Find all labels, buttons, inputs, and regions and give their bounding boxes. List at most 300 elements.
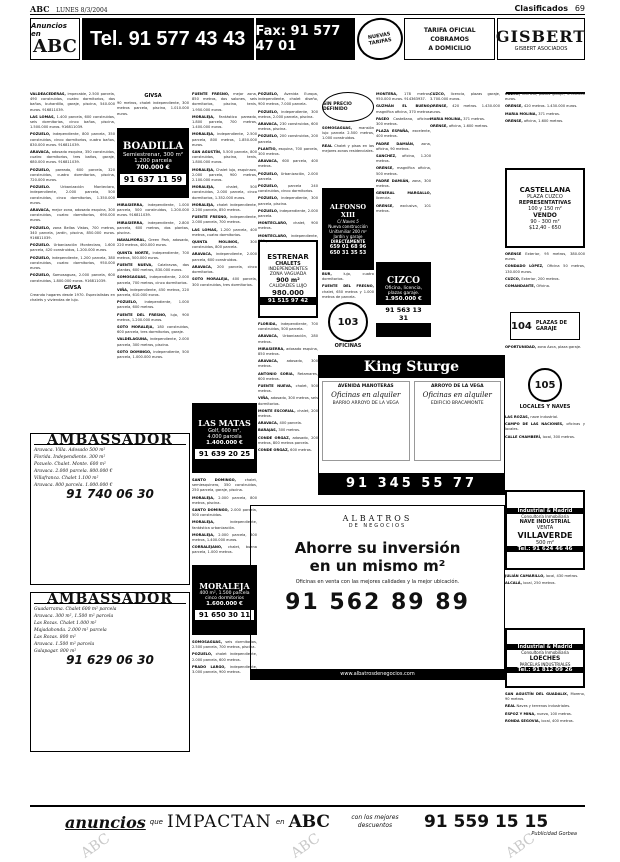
ad-line4: PARCELAS INDUSTRIALES bbox=[519, 661, 571, 667]
ad-ambassador-1 bbox=[30, 433, 190, 585]
ad-phone: 91 563 13 31 bbox=[376, 305, 431, 323]
listing-text: independiente, 1.000 parcela, 600 metros. bbox=[117, 300, 190, 310]
listing-lead: MARIA MOLINA, bbox=[505, 111, 539, 116]
column-2b bbox=[117, 203, 189, 423]
listing-entry bbox=[30, 132, 115, 148]
listing-text: independiente, 700 construidos, 500 parcela. bbox=[258, 322, 318, 332]
listing-entry bbox=[376, 129, 431, 139]
listing-lead: CONDADO LÓPEZ, bbox=[505, 264, 548, 269]
listing-entry bbox=[376, 166, 431, 176]
ambassador-line: Guadarrama. Chalet 600 m² parcela bbox=[34, 607, 117, 612]
listing-lead: CUZCO, bbox=[505, 92, 523, 96]
ambassador-line: Aravaca. 300 m², 1.500 m² parcela bbox=[34, 614, 114, 619]
listing-entry bbox=[258, 409, 318, 419]
listing-lead: SOMOSAGUAS, bbox=[117, 275, 150, 280]
listing-entry bbox=[117, 350, 189, 360]
ks-left-headline: Oficinas en alquiler bbox=[331, 391, 401, 399]
column-5b bbox=[322, 272, 374, 300]
listing-text: independiente, 2.000 parcela. bbox=[258, 208, 319, 219]
listing-entry bbox=[505, 104, 585, 109]
listing-entry bbox=[376, 92, 431, 102]
listing-lead: PLAZA ESPAÑA, bbox=[376, 129, 413, 134]
listing-lead: REAL bbox=[322, 143, 335, 148]
column-5 bbox=[322, 126, 374, 186]
listing-entry bbox=[117, 263, 189, 273]
listing-entry bbox=[505, 345, 585, 350]
listing-lead: POZUELO, bbox=[258, 208, 280, 213]
listing-lead: MORALEJA, bbox=[192, 132, 218, 137]
listing-text: Green Park, adosado, 220 metros, 400.000 euros. bbox=[117, 238, 189, 248]
listing-entry bbox=[117, 313, 189, 323]
listing-text: 2.000 parcela, 500 construidos. bbox=[192, 508, 258, 518]
listing-entry bbox=[30, 226, 115, 242]
ad-price: 1.600.000 € bbox=[206, 600, 243, 607]
ad-phone: 91 650 30 11 bbox=[195, 610, 254, 620]
listing-entry bbox=[258, 384, 318, 394]
listing-text: 371 metros. bbox=[463, 116, 485, 121]
listing-entry bbox=[117, 325, 189, 335]
listing-text: Calatravas, dos plantas, 600 metros, 830.000 euros. bbox=[117, 263, 189, 273]
ad-villaverde bbox=[505, 490, 585, 570]
listing-text: licencia, plazas garaje, 3.700.000 euros. bbox=[430, 92, 500, 102]
listing-lead: POZUELO, bbox=[258, 196, 282, 201]
listing-text: 200 parcela, cinco dormitorios. bbox=[192, 264, 257, 275]
king-sturge-brand: King Sturge bbox=[319, 356, 504, 378]
listing-text: zona, 300 metros. bbox=[376, 178, 431, 189]
issue-date: LUNES 8/3/2004 bbox=[56, 6, 108, 14]
listing-text: independiente, 2.000 parcela, 300 metros, piscina. bbox=[117, 337, 189, 347]
listing-entry bbox=[430, 117, 500, 122]
listing-entry bbox=[505, 574, 585, 579]
listing-lead: VALDELAGUNA, bbox=[117, 337, 150, 342]
listing-entry bbox=[192, 277, 257, 287]
listing-text: magnífica oficina, 370 metros. bbox=[376, 109, 431, 114]
ad-line1: CASTELLANA bbox=[519, 185, 571, 194]
listing-text: mejor zona, 850 metros, dos salones, seis dormitorios, piscina, tenis, 1.950.000 euros. bbox=[192, 92, 257, 112]
listing-lead: PRADO LARGO, bbox=[192, 664, 230, 669]
ad-price: 980.000 bbox=[272, 289, 304, 297]
column-7 bbox=[430, 92, 500, 197]
ks-right-area: ARROYO DE LA VEGA bbox=[430, 384, 484, 389]
ad-line2: PLAZA CUZCO bbox=[527, 193, 563, 200]
listing-lead: POZUELO, bbox=[30, 255, 52, 260]
ad-albatros bbox=[250, 505, 505, 680]
ad-logo-main: ABC bbox=[33, 36, 77, 57]
listing-text: adosado esquina, 350 construidos, cuatro dormitorios, tres baños, garaje, 680.000 euros. 916811039. bbox=[30, 150, 115, 165]
ambassador-line: Florida. Independiente. 300 m² bbox=[34, 455, 106, 460]
listing-entry bbox=[117, 288, 189, 298]
listing-lead: MARIA MOLINA, bbox=[430, 116, 464, 121]
new-rates-stamp: NUEVAS TARIFAS bbox=[354, 14, 406, 63]
ad-line5: DIRECTAMENTE bbox=[330, 238, 366, 244]
column-8d bbox=[505, 574, 585, 624]
ad-line2: Consultoría Inmobiliaria bbox=[521, 649, 569, 655]
ambassador-line: Aravaca. 1.500 m² parcela bbox=[34, 642, 95, 647]
listing-lead: QUINTA NORTE, bbox=[117, 250, 153, 255]
listing-text: independiente, fantástica urbanización. bbox=[192, 520, 257, 530]
listing-text: local, 430 metros. bbox=[545, 574, 579, 578]
listing-lead: ARAVACA, bbox=[258, 334, 283, 339]
listing-lead: SOMOSAGUAS, bbox=[192, 640, 226, 644]
listing-text: zona Azca, plaza garaje. bbox=[537, 345, 582, 349]
listing-lead: FUENTE FRESNO, bbox=[192, 215, 230, 220]
listing-text: 180 construidos, 600 parcela, tres dormitorios, garaje. bbox=[117, 325, 189, 335]
listing-lead: QUINTA MOLINOS, bbox=[192, 240, 251, 245]
listing-entry bbox=[505, 435, 585, 440]
listing-lead: ORENSE, bbox=[505, 118, 524, 123]
listing-lead: SANTO DOMINGO, bbox=[192, 478, 245, 482]
listing-lead: MIRASIERRA, bbox=[258, 346, 287, 351]
ad-line2: Nueva construcción bbox=[328, 223, 368, 229]
ad-price: 1.400.000 € bbox=[206, 439, 243, 446]
listing-lead: CAMPO DE LAS NACIONES, bbox=[505, 422, 567, 427]
tarifa-line3: A DOMICILIO bbox=[428, 44, 472, 52]
listing-entry bbox=[192, 240, 257, 250]
listing-text: chalet, 200 metros. bbox=[258, 408, 318, 419]
listing-lead: CONDE ORGAZ, bbox=[258, 435, 293, 440]
king-sturge-phone: 91 345 55 77 bbox=[319, 473, 504, 494]
listing-entry bbox=[117, 275, 189, 285]
column-3c bbox=[192, 640, 257, 760]
albatros-sub: Oficinas en venta con las mejores calidades y la mejor ubicación. bbox=[295, 579, 460, 585]
listing-lead: RONDA SEGOVIA, bbox=[505, 718, 542, 723]
listing-lead: VALDEACEDERAS, bbox=[30, 92, 68, 96]
listing-lead: MONTECLARO, bbox=[258, 233, 291, 238]
listing-entry bbox=[505, 264, 585, 274]
listing-lead: POZUELO, bbox=[30, 225, 53, 230]
listing-entry bbox=[192, 185, 257, 201]
listing-text: oficina, 1.200 metros. bbox=[376, 154, 431, 164]
listing-text: independiente, 300 parcela. bbox=[258, 233, 318, 243]
listing-entry bbox=[192, 640, 257, 650]
bottom-abc: ABC bbox=[288, 812, 330, 832]
listing-entry bbox=[505, 415, 585, 420]
listing-entry bbox=[30, 208, 115, 224]
listing-entry bbox=[505, 422, 585, 432]
listing-lead: ORENSE, bbox=[430, 104, 453, 109]
ad-line3: NAVE INDUSTRIAL bbox=[519, 519, 571, 525]
sin-precio-banner: SIN PRECIO DEFINIDO bbox=[322, 92, 374, 122]
listing-text: Chalet lujo, esquinazo, 2.000 parcela, 900 metros, 2.100.000 euros. bbox=[192, 167, 258, 183]
ad-las-matas bbox=[192, 403, 257, 473]
listing-text: chalet, 650 metros y 1.000 metros de parcela. bbox=[322, 289, 374, 299]
listing-text: independiente, 1.200 parcela, 380 construidos, cuatro dormitorios, 950.000 euros. bbox=[30, 255, 116, 271]
listing-entry bbox=[258, 221, 318, 231]
listing-lead: POZUELO, bbox=[258, 171, 281, 176]
listing-lead: MORALEJA, bbox=[192, 532, 219, 537]
ks-left-area: AVENIDA MANOTERAS bbox=[337, 384, 394, 389]
listing-text: independiente, 2.000 parcela, 700 metros, cinco dormitorios. bbox=[117, 275, 190, 285]
listing-text: independiente, 800 parcela, 350 construidos, cinco dormitorios, cuatro baños, 830.000 euros. 916811039. bbox=[30, 132, 115, 147]
listing-lead: FLORIDA, bbox=[258, 322, 281, 326]
listing-entry bbox=[30, 256, 115, 272]
listing-entry bbox=[258, 134, 318, 144]
ad-line5: VILLAVERDE bbox=[517, 531, 573, 540]
ambassador-line: Villafranca. Chalet 1.100 m² bbox=[34, 476, 99, 481]
ad-phone-1: 659 01 68 96 bbox=[329, 243, 367, 250]
ambassador-line: Aravaca. 2.000 parcela. 800.000 € bbox=[34, 469, 113, 474]
ad-line2: plazas garaje. bbox=[387, 291, 420, 296]
listing-entry bbox=[192, 252, 257, 262]
listing-entry bbox=[30, 92, 115, 113]
listing-text: Urbanización Monteclaro, 1.600 parcela, 420 construidos, 1.200.000 euros. bbox=[30, 243, 116, 253]
ad-line1: Industrial & Madrid bbox=[507, 508, 583, 514]
ad-sub2: 4.000 parcela bbox=[207, 433, 242, 440]
ad-loeches bbox=[505, 628, 585, 688]
listing-lead: LAS LOMAS, bbox=[30, 114, 57, 119]
listing-text: 400 parcela, 300 construidos, tres dormitorios. bbox=[192, 277, 257, 287]
ad-phone: Tel.: 91 812 09 26 bbox=[507, 667, 583, 673]
listing-text: 400 parcela. bbox=[279, 421, 302, 426]
listing-entry bbox=[258, 92, 318, 108]
listing-entry bbox=[117, 300, 189, 310]
section-title-givsa: GIVSA bbox=[63, 284, 82, 291]
ad-line3: LOECHES bbox=[529, 654, 561, 662]
listing-text: chalet independiente, 2.200 parcela, 850 metros. bbox=[192, 202, 257, 213]
listing-text: chalet, 500 metros. bbox=[258, 384, 318, 394]
ambassador-line: Aravaca. Villa. Adosado 500 m² bbox=[34, 448, 106, 453]
bottom-sub: Publicidad Gorbea bbox=[531, 831, 577, 837]
ad-ambassador-2 bbox=[30, 592, 190, 752]
listing-lead: OPORTUNIDAD, bbox=[505, 345, 538, 349]
listing-entry bbox=[258, 334, 318, 344]
listing-text: chalet, semiesquinero, 350 construidos, 250 parcela, garaje, piscina. bbox=[192, 478, 257, 493]
listing-entry bbox=[376, 104, 431, 114]
listing-text: Avenida Europa, independiente, chalet diseño, 900 metros, 7.000 parcela. bbox=[258, 92, 318, 107]
ad-estrenar bbox=[258, 240, 318, 318]
listing-entry bbox=[192, 203, 257, 213]
listing-text: mansión lujo parcela 2.500 metros, 1.000 construidos. bbox=[322, 126, 374, 141]
listing-text: 420 metros. 1.430.000 euros. bbox=[430, 104, 500, 114]
listing-entry bbox=[192, 496, 257, 506]
gisbert-sub: GISBERT ASOCIADOS bbox=[514, 45, 568, 52]
listing-text: 1.200 parcela, 400 metros, cuatro dormitorios. bbox=[192, 227, 257, 237]
listing-entry bbox=[192, 533, 257, 543]
listing-entry bbox=[192, 665, 257, 675]
listing-lead: ORENSE, bbox=[430, 124, 449, 129]
column-3 bbox=[192, 92, 257, 402]
listing-text: Oficina 50 metros, 130.000 euros. bbox=[505, 264, 585, 274]
ambassador-line: Aravaca. 800 parcela. 1.000.000 € bbox=[34, 483, 113, 488]
listing-entry bbox=[192, 92, 257, 113]
listing-text: independiente, 300 parcela, piscina. bbox=[258, 196, 318, 206]
gisbert-logo bbox=[497, 18, 585, 60]
listing-entry bbox=[376, 204, 431, 214]
newspaper-name: ABC bbox=[30, 3, 50, 14]
listing-entry bbox=[258, 172, 318, 182]
listing-lead: SOTO MORALEJA, bbox=[192, 277, 233, 282]
listing-text: adosado, 200 metros, 800 metros parcela. bbox=[258, 435, 318, 445]
listing-lead: CUZCO, bbox=[430, 92, 451, 96]
page-number: 69 bbox=[574, 4, 585, 13]
listing-lead: MIRASIERRA, bbox=[117, 220, 148, 225]
listing-text: independiente, 700 metros, 500.000 euros. bbox=[117, 250, 189, 260]
listing-entry bbox=[376, 179, 431, 189]
header-left bbox=[30, 4, 108, 14]
listing-entry bbox=[258, 421, 318, 426]
ks-left-block bbox=[322, 381, 410, 461]
listing-text: Exterior, 200 metros. bbox=[521, 276, 560, 281]
listing-entry bbox=[505, 581, 585, 586]
listing-entry bbox=[258, 122, 318, 132]
listing-entry bbox=[258, 396, 318, 406]
listing-text: independiente, 2.000 parcela, 700 metros. bbox=[192, 215, 257, 225]
listing-text: pareado, 600 parcela, 320 construidos, cuatro dormitorios, piscina, 720.000 euros. bbox=[30, 167, 115, 183]
listing-entry bbox=[192, 215, 257, 225]
column-4 bbox=[258, 92, 319, 243]
listing-entry bbox=[192, 150, 257, 166]
ambassador-title: AMBASSADOR bbox=[34, 437, 186, 445]
column-8c bbox=[505, 415, 585, 485]
badge-number: 105 bbox=[534, 379, 556, 391]
page-header bbox=[30, 3, 585, 15]
ad-sub: 400 m², 1.500 parcela bbox=[199, 590, 250, 596]
ad-title: BOADILLA bbox=[122, 141, 184, 152]
listing-lead: MONTECLARO, bbox=[258, 221, 294, 226]
column-8e bbox=[505, 692, 585, 800]
ad-line2: CHALETS bbox=[275, 261, 301, 267]
header-banner bbox=[30, 18, 585, 60]
listing-text: nave industrial. bbox=[530, 415, 559, 419]
listing-lead: PADRE DAMIÁN, bbox=[376, 141, 422, 146]
section-title-givsa-2: GIVSA bbox=[144, 93, 162, 99]
watermark: ABC bbox=[78, 830, 114, 862]
listing-lead: ESPOZ Y MINA, bbox=[505, 711, 537, 716]
gisbert-name: GISBERT bbox=[495, 26, 587, 46]
albatros-brand-sub: DE NEGOCIOS bbox=[348, 523, 407, 529]
listing-lead: PASEO bbox=[376, 116, 394, 121]
listing-text: 5.500 parcela, 800 construidos, piscina, tenis, 1.800.000 euros. bbox=[192, 150, 257, 165]
fax-box: Fax: 91 577 47 01 bbox=[256, 18, 355, 60]
listing-lead: ALCALÁ, bbox=[505, 581, 524, 586]
ad-logo-top: Anuncios en bbox=[31, 22, 67, 38]
listing-text: 90 metros, chalet independiente, 300 metros parcela, piscina, 1.010.000 euros. bbox=[117, 101, 189, 116]
bottom-anuncios: anuncios bbox=[65, 812, 146, 832]
listing-entry bbox=[192, 115, 257, 131]
listing-lead: MORALEJA, bbox=[192, 185, 227, 190]
listing-lead: ARAVACA, bbox=[192, 264, 218, 269]
telephone-box: Tel. 91 577 43 43 bbox=[82, 18, 254, 60]
listing-lead: VIÑA, bbox=[258, 396, 271, 401]
column-1 bbox=[30, 92, 115, 422]
tarifa-box bbox=[404, 18, 495, 60]
listing-text: Urbanización, 2.000 parcela. bbox=[258, 171, 318, 181]
ad-sub: Golf, 600 m², bbox=[208, 427, 241, 434]
listing-text: Moreno, 90 metros. bbox=[505, 692, 585, 702]
listing-entry bbox=[30, 243, 115, 253]
listing-lead: POZUELO, bbox=[117, 300, 145, 305]
section-badge-103 bbox=[328, 302, 368, 342]
listing-entry bbox=[505, 704, 585, 709]
listing-lead: FUENTE NUEVA, bbox=[258, 384, 296, 389]
listing-lead: SOTO DOMINGO, bbox=[117, 349, 154, 354]
listing-lead: FUENTE DEL FRESNO, bbox=[117, 312, 171, 317]
listing-lead: POZUELO, bbox=[258, 109, 282, 114]
column-8-top bbox=[505, 92, 585, 164]
ambassador-title: AMBASSADOR bbox=[34, 596, 186, 604]
ambassador-phone: 91 740 06 30 bbox=[66, 487, 154, 501]
listing-text: independiente, 300 metros, 2.000 parcela, piscina. bbox=[258, 109, 318, 119]
listing-entry bbox=[192, 508, 257, 518]
bottom-impactan: IMPACTAN bbox=[166, 812, 272, 832]
listing-text: lujo, cuatro dormitorios. bbox=[322, 272, 374, 282]
ad-king-sturge bbox=[318, 355, 505, 495]
column-8 bbox=[505, 252, 585, 312]
header-right bbox=[514, 4, 585, 13]
watermark: ABC bbox=[503, 830, 539, 862]
listing-entry bbox=[505, 712, 585, 717]
listing-lead: JULIÁN CAMARILLO, bbox=[505, 574, 546, 578]
listing-lead: POZUELO. bbox=[30, 243, 54, 248]
listing-text: 371 metros. bbox=[538, 111, 560, 116]
listing-entry bbox=[258, 184, 318, 194]
listing-entry bbox=[322, 126, 374, 142]
listing-entry bbox=[258, 448, 318, 453]
listing-text: esquina, 700 parcela, 300 metros. bbox=[258, 146, 318, 157]
listing-text: zona, oficina, 90 metros. bbox=[376, 141, 431, 151]
ad-line1: Industrial & Madrid bbox=[507, 644, 583, 650]
listing-text: 1.400 parcela, 600 construidos, seis dormitorios, cinco baños, piscina, 1.500.000 euros. 916811039. bbox=[30, 114, 115, 130]
ks-right-sub: EDIFICIO BRACAMONTE bbox=[430, 401, 484, 406]
ad-line3: Unifamiliar 200 m² bbox=[329, 228, 367, 234]
listing-lead: MONTERA, bbox=[376, 92, 405, 96]
listing-text: 420 metros. 1.430.000 euros. bbox=[523, 104, 578, 109]
listing-text: Naves y terrenos industriales. bbox=[516, 704, 571, 709]
column-8b bbox=[505, 345, 585, 363]
listing-lead: FUENTE DEL FRESNO, bbox=[322, 284, 374, 289]
listing-entry bbox=[322, 284, 374, 300]
listing-text: zona Bellas Vistas, 700 metros, 340 parcela, jardín, piscina, 850.000 euros. 916811039. bbox=[30, 225, 116, 241]
listing-text: independiente, 450 metros, 220 parcela, 610.000 euros. bbox=[117, 287, 190, 298]
listing-entry bbox=[322, 144, 374, 154]
listing-entry bbox=[258, 359, 318, 369]
listing-lead: ANTONIO SORIA, bbox=[258, 371, 298, 376]
listing-entry bbox=[192, 478, 257, 494]
listing-lead: ARAVACA, bbox=[192, 252, 216, 257]
listing-entry bbox=[258, 159, 318, 169]
bottom-en: en bbox=[275, 818, 285, 826]
listing-entry bbox=[258, 428, 318, 433]
ad-phone: Tel.: 91 624 46 46 bbox=[507, 546, 583, 552]
listing-lead: CUZCO, bbox=[505, 276, 522, 281]
listing-text: independiente, 2.500 parcela, 800 metros, 1.850.000 euros. bbox=[192, 132, 257, 147]
ks-left-sub: BARRIO ARROYO DE LA VEGA bbox=[332, 401, 399, 406]
listing-entry bbox=[192, 545, 257, 555]
listing-entry bbox=[117, 337, 189, 347]
listing-entry bbox=[258, 209, 318, 219]
ad-title: ALFONSO XIII bbox=[329, 202, 367, 219]
ad-title: CIZCO bbox=[387, 276, 420, 286]
listing-lead: POZUELO, bbox=[258, 184, 289, 189]
abc-ad-logo bbox=[30, 18, 80, 60]
listing-entry bbox=[505, 112, 585, 117]
listing-text: oficina, 1.600 metros. bbox=[448, 124, 489, 129]
badge-number: 103 bbox=[337, 316, 359, 328]
ambassador-line: Las Rozas. Chalet 1.000 m² bbox=[34, 621, 97, 626]
listing-text: nuevo, 100 metros. bbox=[536, 711, 572, 716]
ad-line1: ESTRENAR bbox=[267, 253, 309, 261]
listing-entry bbox=[430, 104, 500, 114]
ad-line3: REPRESENTATIVAS bbox=[518, 199, 572, 206]
ad-line1: C/ Naves 5 bbox=[337, 218, 359, 224]
ambassador-line: Pozuelo. Chalet. Monte. 600 m² bbox=[34, 462, 106, 467]
listing-lead: REAL bbox=[505, 704, 517, 709]
tarifa-line1: TARIFA OFICIAL bbox=[423, 26, 476, 34]
listing-lead: SANCHEZ, bbox=[376, 154, 403, 159]
ad-line6: CALIDADES LUJO bbox=[269, 284, 307, 289]
listing-lead: SOTO MORALEJA, bbox=[117, 325, 158, 330]
bottom-que: que bbox=[149, 818, 163, 826]
